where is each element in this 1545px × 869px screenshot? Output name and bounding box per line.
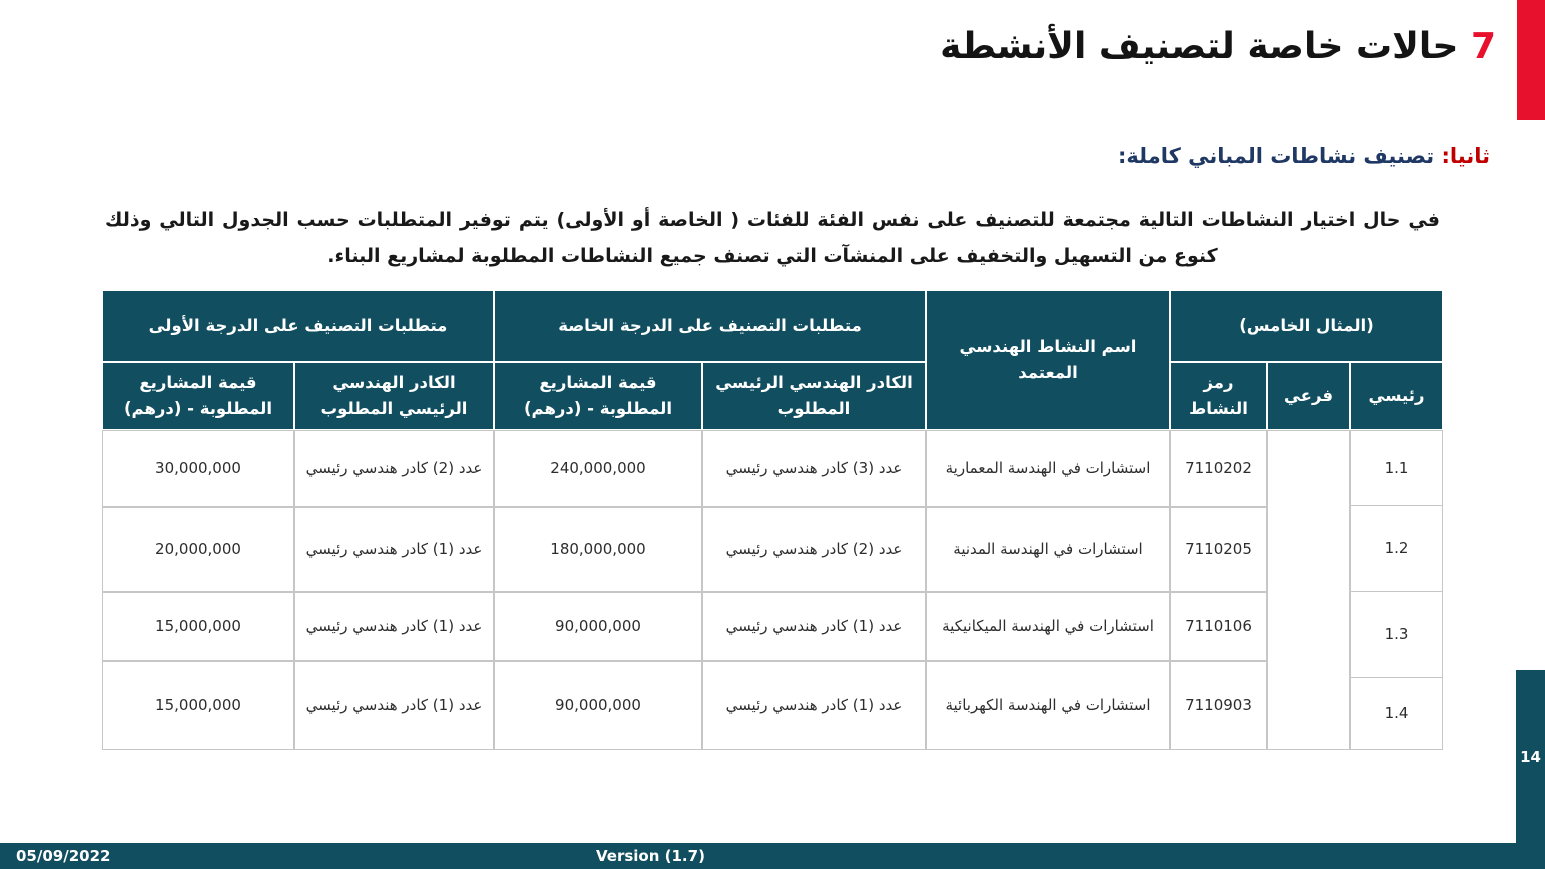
activity-name-cell: استشارات في الهندسة الكهربائية (926, 661, 1170, 750)
first-cadre-cell: عدد (2) كادر هندسي رئيسي (294, 430, 494, 507)
section-number: 7 (1470, 26, 1496, 67)
red-accent-bar (1517, 0, 1545, 120)
page-number: 14 (1520, 747, 1541, 766)
activity-name-cell: استشارات في الهندسة المدنية (926, 507, 1170, 592)
page-number-badge (1516, 670, 1545, 843)
col-header-activity-code: رمز النشاط (1170, 362, 1267, 430)
col-header-special-cadre: الكادر الهندسي الرئيسي المطلوب (702, 362, 926, 430)
col-header-first-value: قيمة المشاريع المطلوبة - (درهم) (102, 362, 294, 430)
main-number-cell: 1.3 (1351, 592, 1442, 678)
col-header-main: رئيسي (1350, 362, 1443, 430)
activity-name-cell: استشارات في الهندسة المعمارية (926, 430, 1170, 507)
special-value-cell: 180,000,000 (494, 507, 702, 592)
special-value-cell: 90,000,000 (494, 661, 702, 750)
main-number-column (1350, 430, 1443, 750)
main-number-cell: 1.2 (1351, 506, 1442, 591)
special-cadre-cell: عدد (1) كادر هندسي رئيسي (702, 661, 926, 750)
footer-date: 05/09/2022 (16, 847, 111, 865)
first-value-cell: 30,000,000 (102, 430, 294, 507)
special-cadre-cell: عدد (2) كادر هندسي رئيسي (702, 507, 926, 592)
group-header-first-degree: متطلبات التصنيف على الدرجة الأولى (102, 290, 494, 362)
subtitle (1118, 144, 1490, 168)
page-title-text: حالات خاصة لتصنيف الأنشطة (940, 26, 1459, 67)
footer-bar (0, 843, 1545, 869)
page-title (940, 26, 1496, 67)
first-cadre-cell: عدد (1) كادر هندسي رئيسي (294, 661, 494, 750)
group-header-activity-name: اسم النشاط الهندسي المعتمد (926, 290, 1170, 430)
subtitle-text: تصنيف نشاطات المباني كاملة: (1118, 144, 1435, 168)
main-number-cell: 1.1 (1351, 431, 1442, 506)
activity-name-cell: استشارات في الهندسة الميكانيكية (926, 592, 1170, 661)
first-cadre-cell: عدد (1) كادر هندسي رئيسي (294, 507, 494, 592)
special-cadre-cell: عدد (3) كادر هندسي رئيسي (702, 430, 926, 507)
col-header-sub: فرعي (1267, 362, 1350, 430)
col-header-first-cadre: الكادر الهندسي الرئيسي المطلوب (294, 362, 494, 430)
special-value-cell: 90,000,000 (494, 592, 702, 661)
first-value-cell: 15,000,000 (102, 661, 294, 750)
subtitle-prefix: ثانيا: (1441, 144, 1490, 168)
group-header-special-degree: متطلبات التصنيف على الدرجة الخاصة (494, 290, 926, 362)
special-cadre-cell: عدد (1) كادر هندسي رئيسي (702, 592, 926, 661)
classification-table (102, 290, 1443, 750)
main-number-cell: 1.4 (1384, 704, 1409, 723)
footer-version: Version (1.7) (596, 847, 705, 865)
first-value-cell: 20,000,000 (102, 507, 294, 592)
activity-code-cell: 7110205 (1170, 507, 1267, 592)
col-header-special-value: قيمة المشاريع المطلوبة - (درهم) (494, 362, 702, 430)
first-cadre-cell: عدد (1) كادر هندسي رئيسي (294, 592, 494, 661)
sub-number-merged-cell (1267, 430, 1350, 750)
activity-code-cell: 7110903 (1170, 661, 1267, 750)
first-value-cell: 15,000,000 (102, 592, 294, 661)
intro-paragraph: في حال اختيار النشاطات التالية مجتمعة للتصنيف على نفس الفئة للفئات ( الخاصة أو الأولى) يتم توفير المتطلبات حسب الجدول التالي وذلك كنوع من التسهيل والتخفيف على المنشآت التي تصنف جميع النشاطات المطلوبة لمشاريع البناء. (105, 209, 1440, 267)
activity-code-cell: 7110202 (1170, 430, 1267, 507)
activity-code-cell: 7110106 (1170, 592, 1267, 661)
special-value-cell: 240,000,000 (494, 430, 702, 507)
group-header-example: (المثال الخامس) (1170, 290, 1443, 362)
